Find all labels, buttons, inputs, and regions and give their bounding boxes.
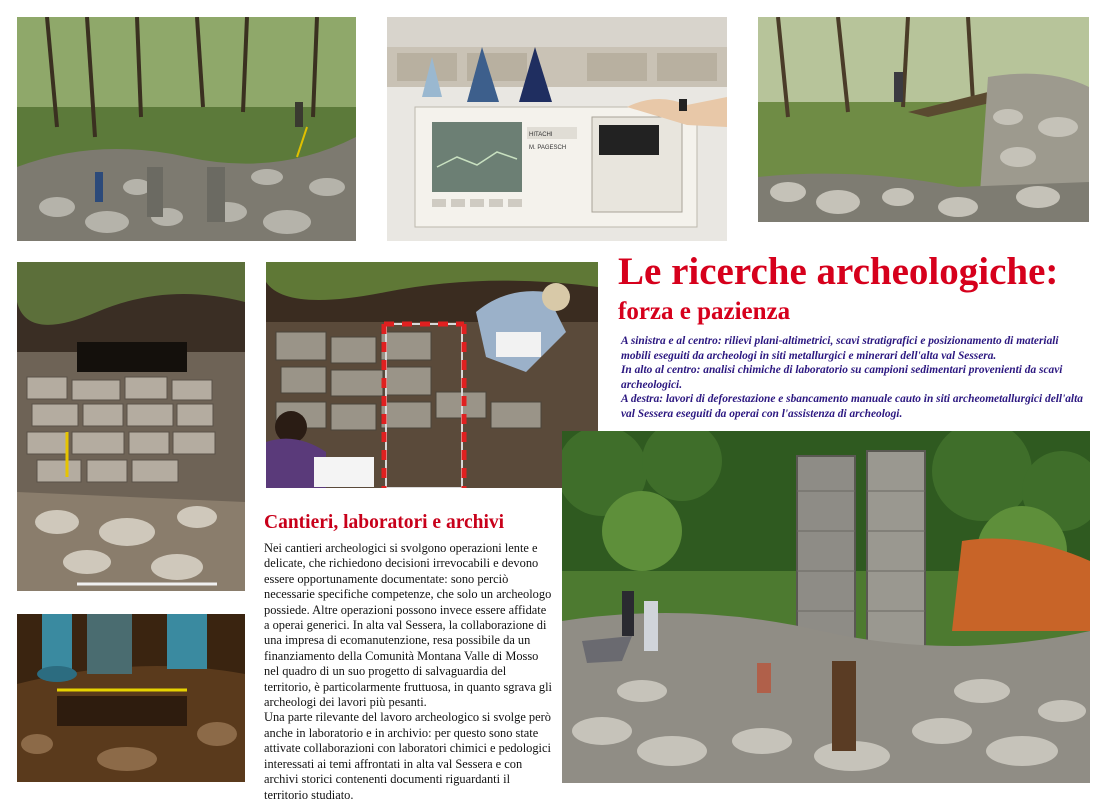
photo-ruins-workers [562, 431, 1090, 783]
body-paragraph: Nei cantieri archeologici si svolgono operazioni lente e delicate, che richiedono decisioni irrevocabili e devono essere opportunamente documentate: sono perciò necessarie specifiche competenze, che solo un archeologo possiede. Altre operazioni possono invece essere affidate a operai generici. In alta val Sessera, la collaborazione di una impresa di ecomanutenzione, resa possibile da un finanziamento della Comunità Montana Valle di Mosso nel quadro di un suo progetto di salvaguardia del territorio, è particolarmente fruttuosa, in quanto sgrava gli archeologi dei lavori più pesanti. [264, 541, 552, 710]
body-paragraph: Una parte rilevante del lavoro archeologico si svolge però anche in laboratorio e in archivio: per questo sono state attivate collaborazioni con laboratori chimici e pedologici interessati ai temi affrontati in alta val Sessera e con archivi storici contenenti documenti riguardanti il territorio studiato. [264, 710, 551, 802]
photo-laboratory-analysis [387, 17, 727, 241]
title-line-2: forza e pazienza [618, 298, 791, 325]
photo-archaeologists-drawing [266, 262, 598, 488]
photo-deforestation [758, 17, 1089, 222]
section-subtitle: Cantieri, laboratori e archivi [264, 512, 505, 533]
photo-wooden-beam-find [17, 614, 245, 782]
caption-line: A destra: lavori di deforestazione e sbancamento manuale cauto in siti archeometallurgici dell'alta val Sessera eseguiti da operai con l'assistenza di archeologi. [621, 393, 1083, 420]
title-line-1: Le ricerche archeologiche: [618, 250, 1059, 293]
section-body [264, 541, 554, 803]
photo-forest-survey [17, 17, 356, 241]
page-title [618, 250, 1098, 328]
photo-wall-excavation [17, 262, 245, 591]
caption-line: A sinistra e al centro: rilievi plani-altimetrici, scavi stratigrafici e posizionamento di materiali mobili eseguiti da archeologi in siti metallurgici e minerari dell'alta val Sessera. [621, 335, 1059, 362]
caption-line: In alto al centro: analisi chimiche di laboratorio su campioni sedimentari provenienti da scavi archeologici. [621, 364, 1063, 391]
instrument-brand: HITACHI [529, 132, 553, 138]
photo-caption [621, 334, 1091, 421]
instrument-model: M. PAGESCH [529, 145, 567, 151]
